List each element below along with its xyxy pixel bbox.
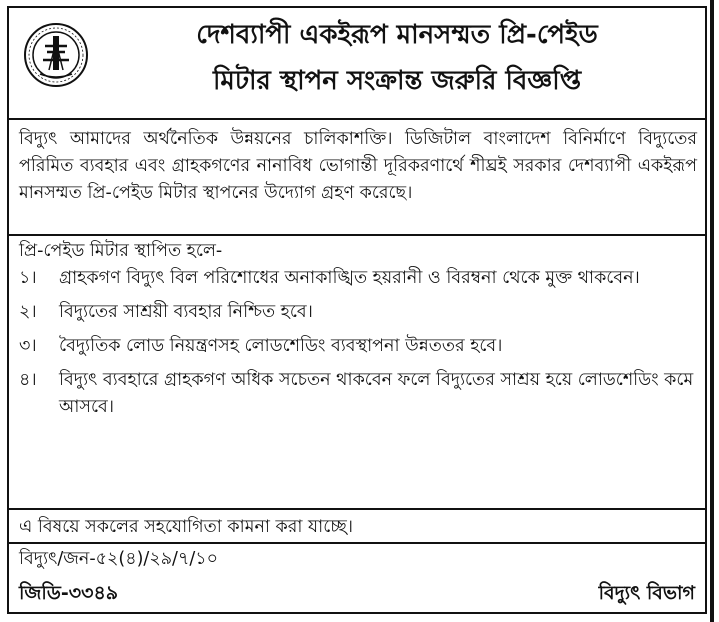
header-divider [9, 118, 705, 120]
notice-title-line1: দেশব্যাপী একইরূপ মানসম্মত প্রি-পেইড [196, 20, 598, 50]
notice-header [9, 8, 705, 120]
list-item-number: ১। [19, 268, 37, 288]
government-seal-icon [23, 22, 89, 88]
list-item-number: ২। [19, 302, 37, 322]
closing-line: এ বিষয়ে সকলের সহযোগিতা কামনা করা যাচ্ছে। [19, 517, 354, 537]
notice-title-line2: মিটার স্থাপন সংক্রান্ত জরুরি বিজ্ঞপ্তি [212, 66, 582, 96]
list-item-text: বৈদ্যুতিক লোড নিয়ন্ত্রণসহ লোডশেডিং ব্যবস্থাপনা উন্নততর হবে। [59, 336, 503, 356]
notice-frame [7, 6, 707, 614]
list-item-text: বিদ্যুৎ ব্যবহারে গ্রাহকগণ অধিক সচেতন থাকবেন ফলে বিদ্যুতের সাশ্রয় হয়ে লোডশেডিং কমে আসবে। [59, 370, 694, 417]
intro-divider [9, 234, 705, 236]
notice-footer [19, 578, 695, 608]
issuing-department: বিদ্যুৎ বিভাগ [598, 582, 695, 604]
benefits-list [19, 265, 697, 428]
list-item [19, 333, 697, 360]
list-item [19, 265, 697, 292]
intro-paragraph: বিদ্যুৎ আমাদের অর্থনৈতিক উন্নয়নের চালিকাশক্তি। ডিজিটাল বাংলাদেশ বিনির্মাণে বিদ্যুতের পরিমিত ব্যবহার এবং গ্রাহকগণের নানাবিধ ভোগান্তী দূরিকরণার্থে শীঘ্রই সরকার দেশব্যাপী একইরূপ মানসম্মত প্রি-পেইড মিটার স্থাপনের উদ্যোগ গ্রহণ করেছে। [19, 129, 697, 203]
list-divider [9, 508, 705, 510]
closing-divider [9, 542, 705, 544]
gd-number: জিডি-৩৩৪৯ [19, 582, 119, 604]
list-item-number: ৩। [19, 336, 37, 356]
list-item-number: ৪। [19, 370, 37, 390]
list-item-text: গ্রাহকগণ বিদ্যুৎ বিল পরিশোধের অনাকাঙ্খিত হয়রানী ও বিরম্বনা থেকে মুক্ত থাকবেন। [59, 268, 640, 288]
list-item [19, 299, 697, 326]
list-item-text: বিদ্যুতের সাশ্রয়ী ব্যবহার নিশ্চিত হবে। [59, 302, 313, 322]
page-edge-rule [710, 0, 714, 622]
benefits-lead: প্রি-পেইড মিটার স্থাপিত হলে- [19, 241, 223, 261]
list-item [19, 367, 697, 421]
memo-number: বিদ্যুৎ/জন-৫২(৪)/২৯/৭/১০ [19, 549, 218, 569]
